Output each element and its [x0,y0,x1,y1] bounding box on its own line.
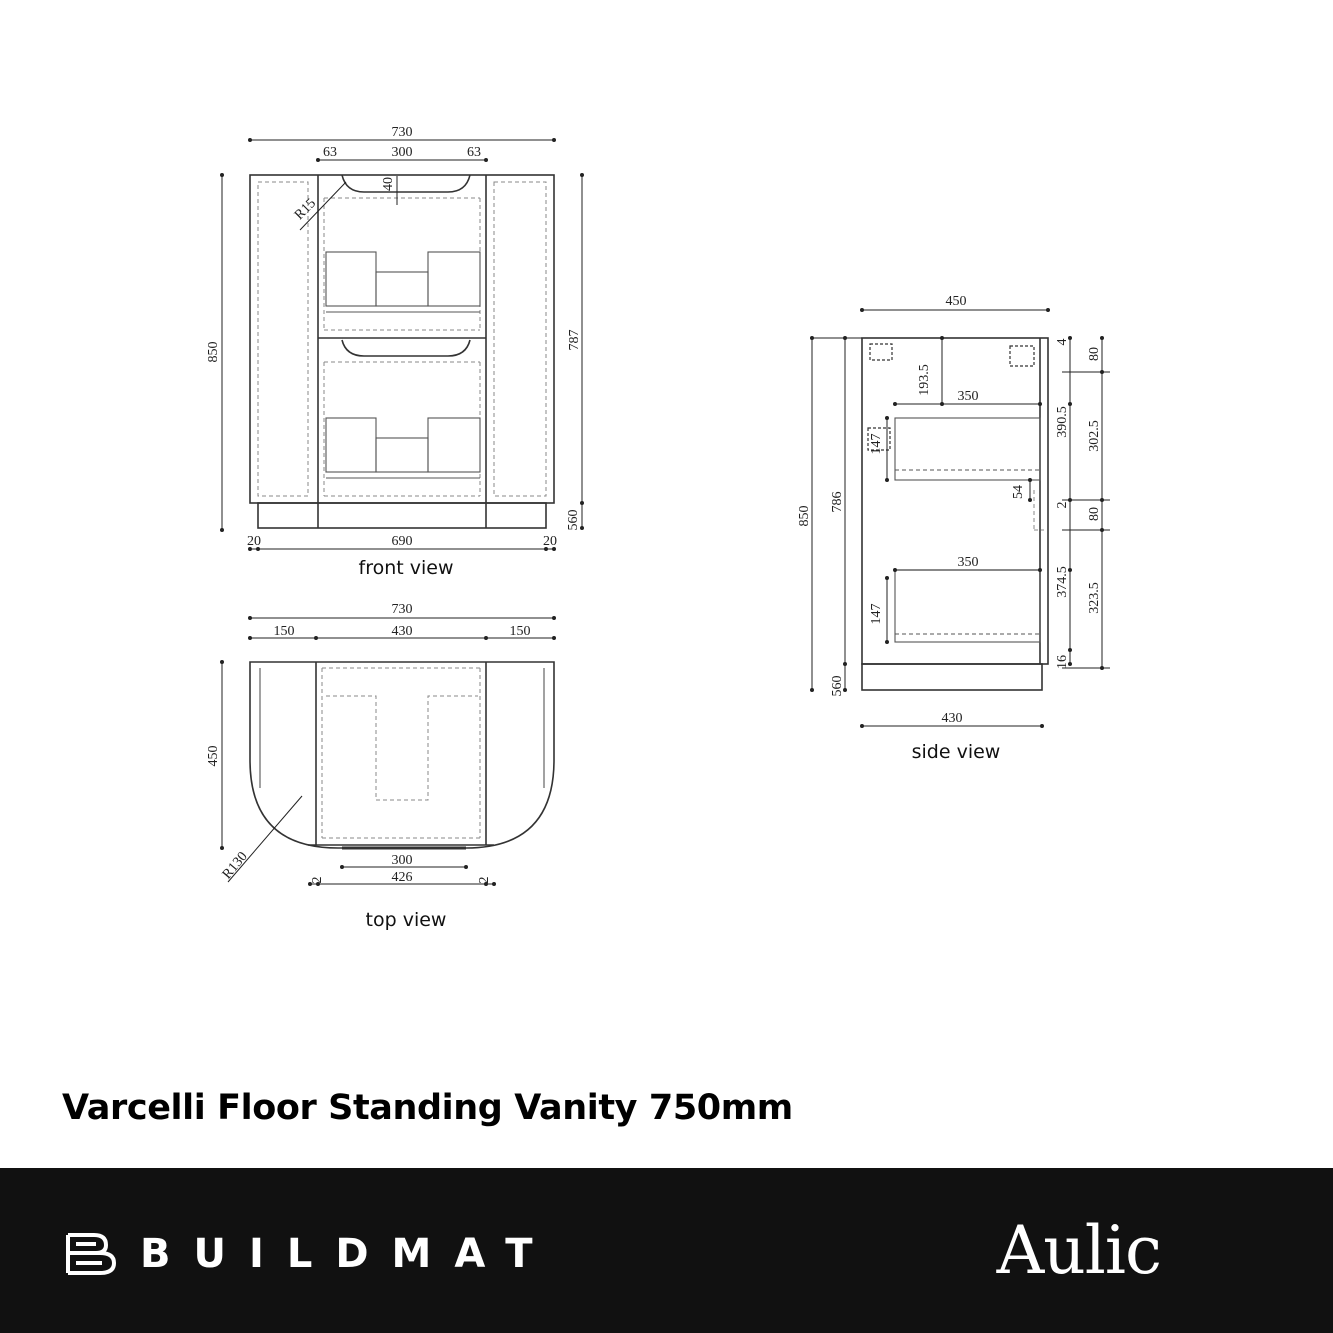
upper-drawer-box [326,252,480,312]
side-view-caption: side view [911,741,1001,763]
product-title: Varcelli Floor Standing Vanity 750mm [62,1088,793,1128]
top-depth: 450 [206,745,221,767]
front-bottom-left: 20 [247,534,261,549]
top-overall-width: 730 [391,602,413,617]
side-kick-height: 560 [830,675,845,697]
side-inner-height: 786 [830,491,845,513]
top-width-right: 150 [509,624,531,639]
side-right-b-3: 323.5 [1087,582,1102,614]
side-overall-height: 850 [797,505,812,527]
lower-handle-cutout [342,340,470,356]
side-kick-base [862,664,1042,690]
top-bottom-right: 2 [477,876,492,884]
front-view [222,140,582,549]
buildmat-mark-icon [64,1231,118,1277]
side-right-a-1: 390.5 [1055,406,1070,438]
front-carcass-height: 787 [567,329,582,351]
side-right-b-1: 302.5 [1087,420,1102,452]
front-handle-radius: R15 [291,195,320,224]
side-right-a-0: 4 [1055,338,1070,346]
front-kick-height: 560 [566,509,581,531]
front-top-right: 63 [467,145,481,160]
top-view-caption: top view [365,909,447,931]
side-right-a-4: 16 [1055,655,1070,669]
front-carcass-outline [250,175,554,503]
side-carcass-outline [862,338,1048,664]
side-right-a-2: 2 [1055,501,1070,509]
side-bracket-top-right [1010,346,1034,366]
front-top-left: 63 [323,145,337,160]
top-bottom-left: 2 [310,876,325,884]
top-corner-radius: R130 [219,849,251,883]
side-right-b-2: 80 [1087,507,1102,521]
top-view [219,618,554,884]
side-base-depth: 430 [941,711,963,726]
top-width-left: 150 [273,624,295,639]
side-drawer-upper [895,418,1040,480]
side-right-a-3: 374.5 [1055,566,1070,598]
front-top-mid: 300 [391,145,413,160]
top-handle-width: 300 [391,853,413,868]
side-depth: 450 [945,294,967,309]
side-bracket-top-left [870,344,892,360]
side-right-b-0: 80 [1087,347,1102,361]
side-drawer-width-upper: 350 [957,389,979,404]
top-width-mid: 430 [391,624,413,639]
top-siphon-cutout [326,696,478,800]
side-drawer-height-lower: 147 [869,603,884,625]
front-bottom-right: 20 [543,534,557,549]
lower-drawer-box [326,418,480,478]
aulic-wordmark: Aulic [996,1212,1161,1289]
side-drawer-height-upper: 147 [869,433,884,455]
side-drawer1-top: 193.5 [917,364,932,396]
top-bottom-mid: 426 [391,870,413,885]
front-view-caption: front view [358,557,454,579]
front-bottom-mid: 690 [391,534,413,549]
side-drawer-width-lower: 350 [957,555,979,570]
front-height: 850 [206,341,221,363]
buildmat-wordmark: BUILDMAT [140,1231,556,1277]
front-overall-width: 730 [391,125,413,140]
front-handle-depth: 40 [381,177,396,191]
front-kick-base [258,503,546,528]
side-gap: 54 [1011,485,1026,499]
top-outline [250,662,554,848]
buildmat-logo [64,1231,555,1277]
side-drawer-lower [895,570,1040,642]
upper-handle-cutout [342,175,470,192]
